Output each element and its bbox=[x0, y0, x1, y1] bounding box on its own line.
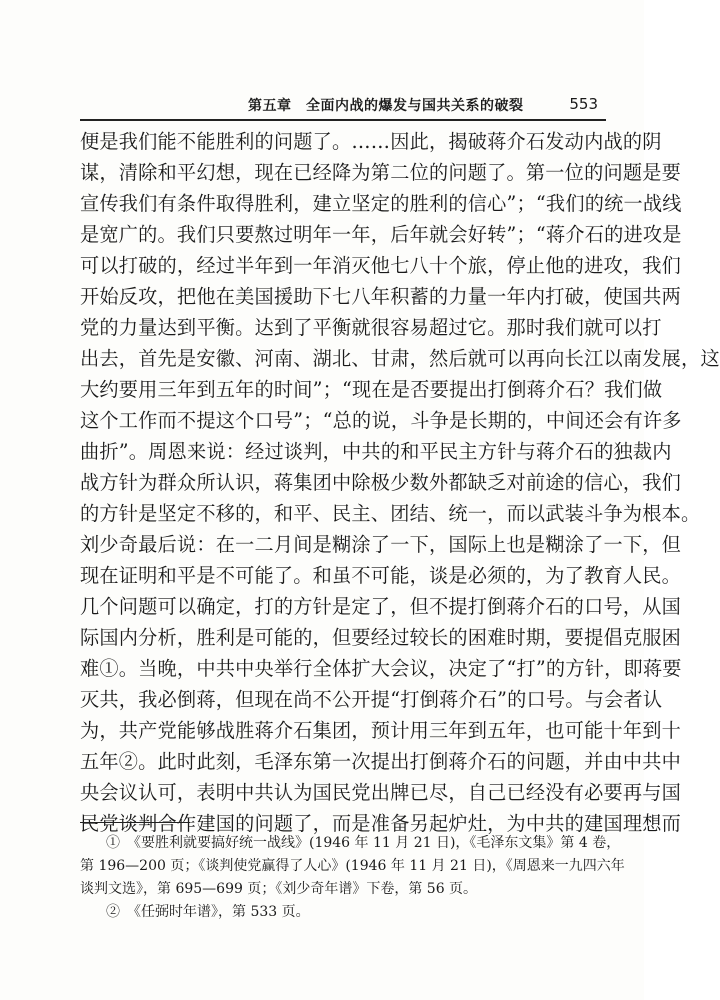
footnote-divider bbox=[80, 822, 190, 823]
text-line: 难①。当晚，中共中央举行全体扩大会议，决定了“打”的方针，即蒋要 bbox=[80, 657, 682, 680]
text-line: 际国内分析，胜利是可能的，但要经过较长的困难时期，要提倡克服困 bbox=[80, 626, 682, 649]
text-line: 为，共产党能够战胜蒋介石集团，预计用三年到五年，也可能十年到十 bbox=[80, 719, 682, 742]
footnote-1-line: 第 196—200 页；《谈判使党赢得了人心》(1946 年 11 月 21 日)，《周恩来一九四六年 bbox=[80, 858, 625, 874]
text-line: 党的力量达到平衡。达到了平衡就很容易超过它。那时我们就可以打 bbox=[80, 316, 662, 339]
text-line: 的方针是坚定不移的，和平、民主、团结、统一，而以武装斗争为根本。 bbox=[80, 502, 701, 525]
text-line: 谋，清除和平幻想，现在已经降为第二位的问题了。第一位的问题是要 bbox=[80, 161, 682, 184]
footnote-1-line: ① 《要胜利就要搞好统一战线》(1946 年 11 月 21 日)，《毛泽东文集》第 4 卷， bbox=[106, 835, 621, 851]
text-line: 灭共，我必倒蒋，但现在尚不公开提“打倒蒋介石”的口号。与会者认 bbox=[80, 688, 663, 711]
text-line: 战方针为群众所认识，蒋集团中除极少数外都缺乏对前途的信心，我们 bbox=[80, 471, 682, 494]
text-line: 民党谈判合作建国的问题了，而是准备另起炉灶，为中共的建国理想而 bbox=[80, 812, 682, 835]
text-line: 是宽广的。我们只要熬过明年一年，后年就会好转”；“蒋介石的进攻是 bbox=[80, 223, 682, 246]
footnote-2-line: ② 《任弼时年谱》，第 533 页。 bbox=[106, 904, 310, 920]
text-line: 可以打破的，经过半年到一年消灭他七八十个旅，停止他的进攻，我们 bbox=[80, 254, 682, 277]
running-header bbox=[80, 93, 606, 121]
footnotes bbox=[80, 832, 625, 924]
text-line: 便是我们能不能胜利的问题了。……因此，揭破蒋介石发动内战的阴 bbox=[80, 130, 662, 153]
footnote-1-line: 谈判文选》，第 695—699 页；《刘少奇年谱》下卷，第 56 页。 bbox=[80, 881, 478, 897]
chapter-title: 第五章 全面内战的爆发与国共关系的破裂 bbox=[248, 98, 524, 114]
text-line: 开始反攻，把他在美国援助下七八年积蓄的力量一年内打破，使国共两 bbox=[80, 285, 682, 308]
text-line: 现在证明和平是不可能了。和虽不可能，谈是必须的，为了教育人民。 bbox=[80, 564, 682, 587]
text-line: 五年②。此时此刻，毛泽东第一次提出打倒蒋介石的问题，并由中共中 bbox=[80, 750, 682, 773]
text-line: 大约要用三年到五年的时间”；“现在是否要提出打倒蒋介石？我们做 bbox=[80, 378, 663, 401]
text-line: 曲折”。周恩来说：经过谈判，中共的和平民主方针与蒋介石的独裁内 bbox=[80, 440, 672, 463]
text-line: 出去，首先是安徽、河南、湖北、甘肃，然后就可以再向长江以南发展，这 bbox=[80, 347, 720, 370]
text-line: 宣传我们有条件取得胜利，建立坚定的胜利的信心”；“我们的统一战线 bbox=[80, 192, 682, 215]
page-number: 553 bbox=[569, 95, 598, 113]
text-line: 刘少奇最后说：在一二月间是糊涂了一下，国际上也是糊涂了一下，但 bbox=[80, 533, 682, 556]
text-line: 央会议认可，表明中共认为国民党出牌已尽，自己已经没有必要再与国 bbox=[80, 781, 682, 804]
body-text bbox=[80, 126, 720, 839]
text-line: 几个问题可以确定，打的方针是定了，但不提打倒蒋介石的口号，从国 bbox=[80, 595, 682, 618]
text-line: 这个工作而不提这个口号”；“总的说，斗争是长期的，中间还会有许多 bbox=[80, 409, 682, 432]
